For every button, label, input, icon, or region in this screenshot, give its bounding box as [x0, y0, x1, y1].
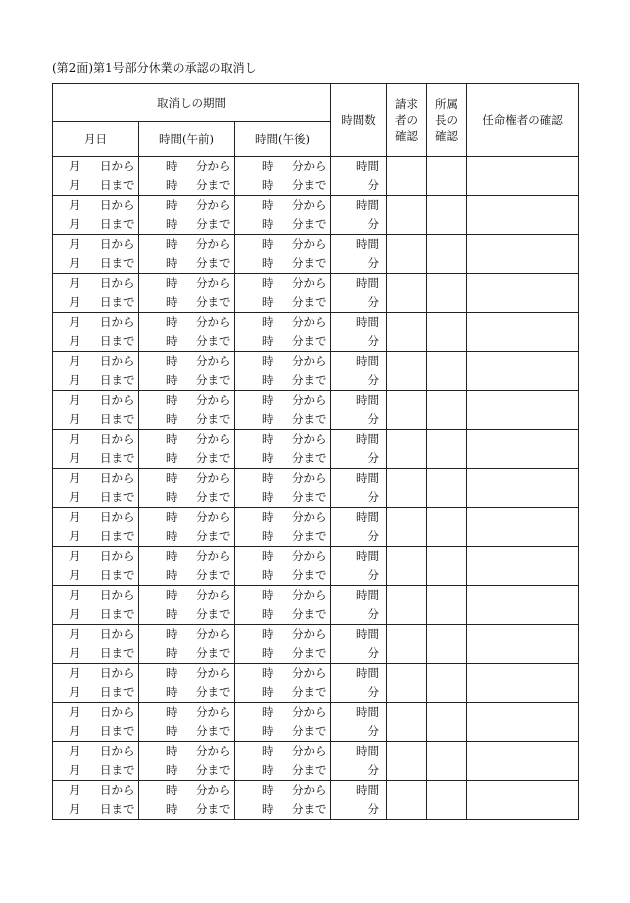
dept-head-confirm-cell[interactable] [427, 274, 467, 313]
date-cell[interactable]: 月 日から 月 日まで [53, 196, 139, 235]
dept-head-confirm-cell[interactable] [427, 352, 467, 391]
time-pm-cell[interactable]: 時 分から 時 分まで [235, 196, 331, 235]
hours-cell[interactable]: 時間 分 [331, 352, 387, 391]
table-row [53, 703, 579, 742]
time-pm-cell[interactable]: 時 分から 時 分まで [235, 781, 331, 820]
dept-head-confirm-cell[interactable] [427, 196, 467, 235]
hours-cell[interactable]: 時間 分 [331, 508, 387, 547]
dept-head-confirm-cell[interactable] [427, 430, 467, 469]
requester-confirm-cell[interactable] [387, 703, 427, 742]
appointer-confirm-cell[interactable] [467, 352, 579, 391]
date-cell[interactable]: 月 日から 月 日まで [53, 313, 139, 352]
time-am-cell[interactable]: 時 分から 時 分まで [139, 352, 235, 391]
header-dept-head-confirm: 所属 長の 確認 [427, 84, 467, 157]
hours-cell[interactable]: 時間 分 [331, 586, 387, 625]
date-cell[interactable]: 月 日から 月 日まで [53, 703, 139, 742]
date-cell[interactable]: 月 日から 月 日まで [53, 625, 139, 664]
hours-cell[interactable]: 時間 分 [331, 313, 387, 352]
time-pm-cell[interactable]: 時 分から 時 分まで [235, 157, 331, 196]
header-appointer-confirm: 任命権者の確認 [467, 84, 579, 157]
appointer-confirm-cell[interactable] [467, 547, 579, 586]
date-cell[interactable]: 月 日から 月 日まで [53, 274, 139, 313]
date-cell[interactable]: 月 日から 月 日まで [53, 352, 139, 391]
hours-cell[interactable]: 時間 分 [331, 274, 387, 313]
table-row [53, 508, 579, 547]
requester-confirm-cell[interactable] [387, 742, 427, 781]
time-pm-cell[interactable]: 時 分から 時 分まで [235, 586, 331, 625]
table-row [53, 742, 579, 781]
table-row [53, 196, 579, 235]
header-requester-confirm: 請求 者の 確認 [387, 84, 427, 157]
date-cell[interactable]: 月 日から 月 日まで [53, 781, 139, 820]
appointer-confirm-cell[interactable] [467, 313, 579, 352]
time-pm-cell[interactable]: 時 分から 時 分まで [235, 313, 331, 352]
time-pm-cell[interactable]: 時 分から 時 分まで [235, 625, 331, 664]
hours-cell[interactable]: 時間 分 [331, 742, 387, 781]
time-am-cell[interactable]: 時 分から 時 分まで [139, 664, 235, 703]
dept-head-confirm-cell[interactable] [427, 235, 467, 274]
hours-cell[interactable]: 時間 分 [331, 781, 387, 820]
time-am-cell[interactable]: 時 分から 時 分まで [139, 196, 235, 235]
time-am-cell[interactable]: 時 分から 時 分まで [139, 625, 235, 664]
requester-confirm-cell[interactable] [387, 508, 427, 547]
time-pm-cell[interactable]: 時 分から 時 分まで [235, 352, 331, 391]
date-cell[interactable]: 月 日から 月 日まで [53, 391, 139, 430]
header-time-pm: 時間(午後) [235, 122, 331, 157]
appointer-confirm-cell[interactable] [467, 391, 579, 430]
hours-cell[interactable]: 時間 分 [331, 430, 387, 469]
cancellation-table [52, 83, 579, 820]
time-am-cell[interactable]: 時 分から 時 分まで [139, 508, 235, 547]
appointer-confirm-cell[interactable] [467, 742, 579, 781]
header-cancellation-period: 取消しの期間 [53, 84, 331, 122]
requester-confirm-cell[interactable] [387, 391, 427, 430]
time-am-cell[interactable]: 時 分から 時 分まで [139, 781, 235, 820]
dept-head-confirm-cell[interactable] [427, 157, 467, 196]
requester-confirm-cell[interactable] [387, 547, 427, 586]
requester-confirm-cell[interactable] [387, 157, 427, 196]
dept-head-confirm-cell[interactable] [427, 625, 467, 664]
time-pm-cell[interactable]: 時 分から 時 分まで [235, 703, 331, 742]
appointer-confirm-cell[interactable] [467, 625, 579, 664]
table-row [53, 157, 579, 196]
time-am-cell[interactable]: 時 分から 時 分まで [139, 547, 235, 586]
appointer-confirm-cell[interactable] [467, 586, 579, 625]
date-cell[interactable]: 月 日から 月 日まで [53, 586, 139, 625]
hours-cell[interactable]: 時間 分 [331, 196, 387, 235]
requester-confirm-cell[interactable] [387, 352, 427, 391]
requester-confirm-cell[interactable] [387, 196, 427, 235]
time-pm-cell[interactable]: 時 分から 時 分まで [235, 430, 331, 469]
dept-head-confirm-cell[interactable] [427, 391, 467, 430]
hours-cell[interactable]: 時間 分 [331, 157, 387, 196]
appointer-confirm-cell[interactable] [467, 664, 579, 703]
table-row [53, 469, 579, 508]
hours-cell[interactable]: 時間 分 [331, 625, 387, 664]
appointer-confirm-cell[interactable] [467, 430, 579, 469]
requester-confirm-cell[interactable] [387, 625, 427, 664]
time-am-cell[interactable]: 時 分から 時 分まで [139, 586, 235, 625]
hours-cell[interactable]: 時間 分 [331, 391, 387, 430]
form-title: (第2面)第1号部分休業の承認の取消し [52, 61, 257, 75]
table-row [53, 235, 579, 274]
dept-head-confirm-cell[interactable] [427, 313, 467, 352]
appointer-confirm-cell[interactable] [467, 235, 579, 274]
date-cell[interactable]: 月 日から 月 日まで [53, 430, 139, 469]
time-am-cell[interactable]: 時 分から 時 分まで [139, 157, 235, 196]
hours-cell[interactable]: 時間 分 [331, 703, 387, 742]
header-month-day: 月日 [53, 122, 139, 157]
date-cell[interactable]: 月 日から 月 日まで [53, 742, 139, 781]
requester-confirm-cell[interactable] [387, 469, 427, 508]
dept-head-confirm-cell[interactable] [427, 742, 467, 781]
table-row [53, 430, 579, 469]
dept-head-confirm-cell[interactable] [427, 508, 467, 547]
time-am-cell[interactable]: 時 分から 時 分まで [139, 391, 235, 430]
requester-confirm-cell[interactable] [387, 586, 427, 625]
table-row [53, 781, 579, 820]
requester-confirm-cell[interactable] [387, 313, 427, 352]
time-am-cell[interactable]: 時 分から 時 分まで [139, 430, 235, 469]
date-cell[interactable]: 月 日から 月 日まで [53, 235, 139, 274]
table-row [53, 586, 579, 625]
dept-head-confirm-cell[interactable] [427, 664, 467, 703]
appointer-confirm-cell[interactable] [467, 508, 579, 547]
table-row [53, 547, 579, 586]
time-pm-cell[interactable]: 時 分から 時 分まで [235, 664, 331, 703]
hours-cell[interactable]: 時間 分 [331, 235, 387, 274]
table-row [53, 391, 579, 430]
time-pm-cell[interactable]: 時 分から 時 分まで [235, 469, 331, 508]
hours-cell[interactable]: 時間 分 [331, 664, 387, 703]
date-cell[interactable]: 月 日から 月 日まで [53, 469, 139, 508]
table-row [53, 664, 579, 703]
date-cell[interactable]: 月 日から 月 日まで [53, 664, 139, 703]
time-pm-cell[interactable]: 時 分から 時 分まで [235, 391, 331, 430]
date-cell[interactable]: 月 日から 月 日まで [53, 157, 139, 196]
time-am-cell[interactable]: 時 分から 時 分まで [139, 703, 235, 742]
time-pm-cell[interactable]: 時 分から 時 分まで [235, 742, 331, 781]
requester-confirm-cell[interactable] [387, 664, 427, 703]
time-am-cell[interactable]: 時 分から 時 分まで [139, 469, 235, 508]
time-am-cell[interactable]: 時 分から 時 分まで [139, 274, 235, 313]
date-cell[interactable]: 月 日から 月 日まで [53, 508, 139, 547]
time-pm-cell[interactable]: 時 分から 時 分まで [235, 547, 331, 586]
appointer-confirm-cell[interactable] [467, 781, 579, 820]
table-row [53, 313, 579, 352]
requester-confirm-cell[interactable] [387, 274, 427, 313]
time-pm-cell[interactable]: 時 分から 時 分まで [235, 508, 331, 547]
table-row [53, 274, 579, 313]
dept-head-confirm-cell[interactable] [427, 586, 467, 625]
dept-head-confirm-cell[interactable] [427, 469, 467, 508]
requester-confirm-cell[interactable] [387, 430, 427, 469]
appointer-confirm-cell[interactable] [467, 157, 579, 196]
header-hours: 時間数 [331, 84, 387, 157]
time-am-cell[interactable]: 時 分から 時 分まで [139, 742, 235, 781]
appointer-confirm-cell[interactable] [467, 703, 579, 742]
appointer-confirm-cell[interactable] [467, 196, 579, 235]
appointer-confirm-cell[interactable] [467, 469, 579, 508]
appointer-confirm-cell[interactable] [467, 274, 579, 313]
header-time-am: 時間(午前) [139, 122, 235, 157]
date-cell[interactable]: 月 日から 月 日まで [53, 547, 139, 586]
time-am-cell[interactable]: 時 分から 時 分まで [139, 235, 235, 274]
dept-head-confirm-cell[interactable] [427, 703, 467, 742]
table-row [53, 352, 579, 391]
table-row [53, 625, 579, 664]
requester-confirm-cell[interactable] [387, 781, 427, 820]
dept-head-confirm-cell[interactable] [427, 547, 467, 586]
dept-head-confirm-cell[interactable] [427, 781, 467, 820]
time-pm-cell[interactable]: 時 分から 時 分まで [235, 235, 331, 274]
time-am-cell[interactable]: 時 分から 時 分まで [139, 313, 235, 352]
hours-cell[interactable]: 時間 分 [331, 469, 387, 508]
requester-confirm-cell[interactable] [387, 235, 427, 274]
time-pm-cell[interactable]: 時 分から 時 分まで [235, 274, 331, 313]
hours-cell[interactable]: 時間 分 [331, 547, 387, 586]
